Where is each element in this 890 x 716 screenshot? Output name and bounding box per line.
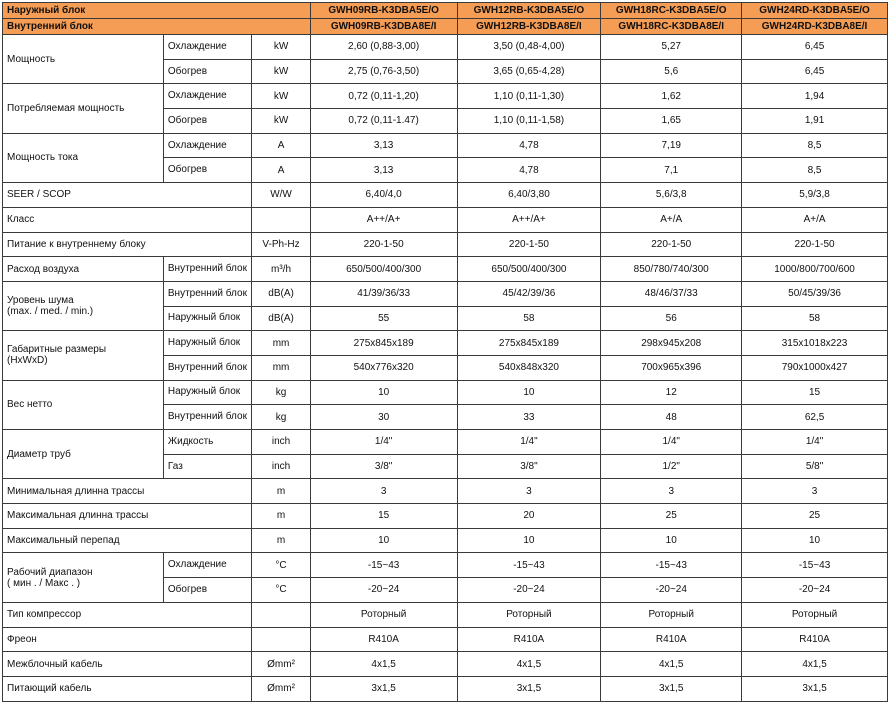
unit-cell: mm <box>252 355 310 380</box>
value-cell: 10 <box>601 528 742 553</box>
value-cell: 0,72 (0,11-1.47) <box>310 109 457 134</box>
value-cell: 3/8" <box>310 454 457 479</box>
value-cell: 3x1,5 <box>742 676 888 701</box>
spec-row <box>3 430 888 455</box>
unit-cell: dB(A) <box>252 281 310 306</box>
unit-cell: mm <box>252 331 310 356</box>
value-cell: R410A <box>457 627 601 652</box>
value-cell: 275x845x189 <box>310 331 457 356</box>
spec-row <box>3 676 888 701</box>
value-cell: 3/8" <box>457 454 601 479</box>
value-cell: A+/A <box>601 207 742 232</box>
value-cell: 850/780/740/300 <box>601 257 742 282</box>
unit-cell <box>252 602 310 627</box>
value-cell: 315x1018x223 <box>742 331 888 356</box>
value-cell: 3 <box>601 479 742 504</box>
value-cell: 45/42/39/36 <box>457 281 601 306</box>
value-cell: 4x1,5 <box>310 652 457 677</box>
spec-row <box>3 553 888 578</box>
unit-cell: kg <box>252 405 310 430</box>
value-cell: R410A <box>601 627 742 652</box>
value-cell: 650/500/400/300 <box>457 257 601 282</box>
unit-cell: inch <box>252 454 310 479</box>
value-cell: 55 <box>310 306 457 331</box>
value-cell: 15 <box>742 380 888 405</box>
spec-row <box>3 84 888 109</box>
value-cell: 8,5 <box>742 133 888 158</box>
value-cell: 790x1000x427 <box>742 355 888 380</box>
param-name: Межблочный кабель <box>3 652 252 677</box>
spec-row <box>3 207 888 232</box>
value-cell: 275x845x189 <box>457 331 601 356</box>
spec-row <box>3 528 888 553</box>
value-cell: 41/39/36/33 <box>310 281 457 306</box>
unit-cell: m³/h <box>252 257 310 282</box>
value-cell: 3,13 <box>310 133 457 158</box>
sub-param: Обогрев <box>163 59 251 84</box>
spec-row <box>3 281 888 306</box>
spec-row <box>3 479 888 504</box>
indoor-model: GWH24RD-K3DBA8E/I <box>742 19 888 35</box>
sub-param: Наружный блок <box>163 331 251 356</box>
outdoor-model: GWH09RB-K3DBA5E/O <box>310 3 457 19</box>
value-cell: 48/46/37/33 <box>601 281 742 306</box>
param-name: Габаритные размеры (HxWxD) <box>3 331 164 380</box>
value-cell: -15~43 <box>457 553 601 578</box>
value-cell: 4,78 <box>457 133 601 158</box>
value-cell: 1000/800/700/600 <box>742 257 888 282</box>
unit-cell <box>252 627 310 652</box>
value-cell: 3x1,5 <box>601 676 742 701</box>
value-cell: 62,5 <box>742 405 888 430</box>
value-cell: 3,13 <box>310 158 457 183</box>
header-row-outdoor <box>3 3 888 19</box>
outdoor-model: GWH24RD-K3DBA5E/O <box>742 3 888 19</box>
value-cell: 2,60 (0,88-3,00) <box>310 35 457 60</box>
value-cell: Роторный <box>742 602 888 627</box>
param-name: Питающий кабель <box>3 676 252 701</box>
value-cell: 1/4" <box>742 430 888 455</box>
indoor-model: GWH09RB-K3DBA8E/I <box>310 19 457 35</box>
value-cell: 220-1-50 <box>742 232 888 257</box>
value-cell: 3x1,5 <box>310 676 457 701</box>
value-cell: 700x965x396 <box>601 355 742 380</box>
value-cell: 1/4" <box>310 430 457 455</box>
value-cell: 4x1,5 <box>742 652 888 677</box>
value-cell: 6,40/4,0 <box>310 183 457 208</box>
value-cell: 0,72 (0,11-1,20) <box>310 84 457 109</box>
value-cell: -15~43 <box>310 553 457 578</box>
value-cell: 220-1-50 <box>601 232 742 257</box>
value-cell: A+/A <box>742 207 888 232</box>
value-cell: 1,10 (0,11-1,30) <box>457 84 601 109</box>
value-cell: 3,50 (0,48-4,00) <box>457 35 601 60</box>
sub-param: Жидкость <box>163 430 251 455</box>
value-cell: 10 <box>457 528 601 553</box>
value-cell: 220-1-50 <box>457 232 601 257</box>
param-name: Диаметр труб <box>3 430 164 479</box>
value-cell: 56 <box>601 306 742 331</box>
value-cell: 6,45 <box>742 35 888 60</box>
value-cell: Роторный <box>457 602 601 627</box>
value-cell: 20 <box>457 504 601 529</box>
outdoor-model: GWH12RB-K3DBA5E/O <box>457 3 601 19</box>
sub-param: Наружный блок <box>163 306 251 331</box>
unit-cell: W/W <box>252 183 310 208</box>
param-name: Вес нетто <box>3 380 164 429</box>
spec-row <box>3 257 888 282</box>
value-cell: 7,1 <box>601 158 742 183</box>
value-cell: 3x1,5 <box>457 676 601 701</box>
spec-row <box>3 602 888 627</box>
sub-param: Охлаждение <box>163 84 251 109</box>
spec-row <box>3 380 888 405</box>
value-cell: 1,91 <box>742 109 888 134</box>
value-cell: 1/4" <box>457 430 601 455</box>
unit-cell: kW <box>252 59 310 84</box>
sub-param: Внутренний блок <box>163 281 251 306</box>
value-cell: 3 <box>742 479 888 504</box>
value-cell: 298x945x208 <box>601 331 742 356</box>
indoor-model: GWH12RB-K3DBA8E/I <box>457 19 601 35</box>
sub-param: Обогрев <box>163 158 251 183</box>
sub-param: Охлаждение <box>163 35 251 60</box>
param-name: Расход воздуха <box>3 257 164 282</box>
value-cell: R410A <box>742 627 888 652</box>
unit-cell: m <box>252 528 310 553</box>
value-cell: A++/A+ <box>310 207 457 232</box>
param-name: Рабочий диапазон ( мин . / Макс . ) <box>3 553 164 602</box>
value-cell: 58 <box>457 306 601 331</box>
spec-table <box>2 2 888 702</box>
value-cell: 3 <box>310 479 457 504</box>
value-cell: -20~24 <box>457 578 601 603</box>
value-cell: 10 <box>310 528 457 553</box>
value-cell: 33 <box>457 405 601 430</box>
value-cell: -20~24 <box>742 578 888 603</box>
value-cell: 650/500/400/300 <box>310 257 457 282</box>
spec-row <box>3 331 888 356</box>
sub-param: Внутренний блок <box>163 405 251 430</box>
value-cell: -20~24 <box>601 578 742 603</box>
unit-cell: kW <box>252 109 310 134</box>
value-cell: 25 <box>601 504 742 529</box>
unit-cell: kg <box>252 380 310 405</box>
value-cell: 2,75 (0,76-3,50) <box>310 59 457 84</box>
value-cell: 12 <box>601 380 742 405</box>
value-cell: Роторный <box>601 602 742 627</box>
value-cell: 30 <box>310 405 457 430</box>
param-name: Класс <box>3 207 252 232</box>
value-cell: 5,6 <box>601 59 742 84</box>
param-name: Минимальная длинна трассы <box>3 479 252 504</box>
param-name: Максимальный перепад <box>3 528 252 553</box>
sub-param: Охлаждение <box>163 133 251 158</box>
value-cell: -20~24 <box>310 578 457 603</box>
param-name: SEER / SCOP <box>3 183 252 208</box>
value-cell: 1/4" <box>601 430 742 455</box>
unit-cell <box>252 207 310 232</box>
value-cell: 4x1,5 <box>457 652 601 677</box>
param-name: Фреон <box>3 627 252 652</box>
value-cell: 25 <box>742 504 888 529</box>
spec-row <box>3 35 888 60</box>
param-name: Максимальная длинна трассы <box>3 504 252 529</box>
spec-row <box>3 504 888 529</box>
param-name: Потребляемая мощность <box>3 84 164 133</box>
unit-cell: dB(A) <box>252 306 310 331</box>
unit-cell: kW <box>252 84 310 109</box>
value-cell: 58 <box>742 306 888 331</box>
sub-param: Внутренний блок <box>163 355 251 380</box>
value-cell: 10 <box>457 380 601 405</box>
value-cell: 3 <box>457 479 601 504</box>
value-cell: 540x848x320 <box>457 355 601 380</box>
value-cell: 5,9/3,8 <box>742 183 888 208</box>
unit-cell: m <box>252 479 310 504</box>
value-cell: 5,6/3,8 <box>601 183 742 208</box>
value-cell: 48 <box>601 405 742 430</box>
value-cell: Роторный <box>310 602 457 627</box>
outdoor-model: GWH18RC-K3DBA5E/O <box>601 3 742 19</box>
spec-row <box>3 652 888 677</box>
value-cell: 5,27 <box>601 35 742 60</box>
outdoor-unit-label: Наружный блок <box>3 3 311 19</box>
value-cell: 4,78 <box>457 158 601 183</box>
unit-cell: °C <box>252 553 310 578</box>
value-cell: 3,65 (0,65-4,28) <box>457 59 601 84</box>
sub-param: Внутренний блок <box>163 257 251 282</box>
value-cell: 540x776x320 <box>310 355 457 380</box>
sub-param: Обогрев <box>163 578 251 603</box>
value-cell: 15 <box>310 504 457 529</box>
value-cell: 10 <box>310 380 457 405</box>
value-cell: 6,40/3,80 <box>457 183 601 208</box>
spec-row <box>3 232 888 257</box>
value-cell: 8,5 <box>742 158 888 183</box>
unit-cell: V-Ph-Hz <box>252 232 310 257</box>
spec-row <box>3 133 888 158</box>
value-cell: R410A <box>310 627 457 652</box>
value-cell: -15~43 <box>742 553 888 578</box>
unit-cell: inch <box>252 430 310 455</box>
value-cell: 220-1-50 <box>310 232 457 257</box>
indoor-unit-label: Внутренний блок <box>3 19 311 35</box>
header-row-indoor <box>3 19 888 35</box>
value-cell: A++/A+ <box>457 207 601 232</box>
sub-param: Газ <box>163 454 251 479</box>
value-cell: 1/2" <box>601 454 742 479</box>
unit-cell: A <box>252 158 310 183</box>
spec-row <box>3 627 888 652</box>
unit-cell: Ømm² <box>252 652 310 677</box>
value-cell: 6,45 <box>742 59 888 84</box>
sub-param: Охлаждение <box>163 553 251 578</box>
spec-row <box>3 183 888 208</box>
param-name: Мощность <box>3 35 164 84</box>
value-cell: 1,10 (0,11-1,58) <box>457 109 601 134</box>
value-cell: 50/45/39/36 <box>742 281 888 306</box>
indoor-model: GWH18RC-K3DBA8E/I <box>601 19 742 35</box>
unit-cell: °C <box>252 578 310 603</box>
unit-cell: Ømm² <box>252 676 310 701</box>
param-name: Тип компрессор <box>3 602 252 627</box>
unit-cell: A <box>252 133 310 158</box>
param-name: Мощность тока <box>3 133 164 182</box>
value-cell: 7,19 <box>601 133 742 158</box>
value-cell: -15~43 <box>601 553 742 578</box>
sub-param: Обогрев <box>163 109 251 134</box>
param-name: Питание к внутреннему блоку <box>3 232 252 257</box>
value-cell: 10 <box>742 528 888 553</box>
value-cell: 1,65 <box>601 109 742 134</box>
sub-param: Наружный блок <box>163 380 251 405</box>
unit-cell: kW <box>252 35 310 60</box>
unit-cell: m <box>252 504 310 529</box>
value-cell: 4x1,5 <box>601 652 742 677</box>
value-cell: 1,62 <box>601 84 742 109</box>
value-cell: 1,94 <box>742 84 888 109</box>
value-cell: 5/8" <box>742 454 888 479</box>
param-name: Уровень шума (max. / med. / min.) <box>3 281 164 330</box>
